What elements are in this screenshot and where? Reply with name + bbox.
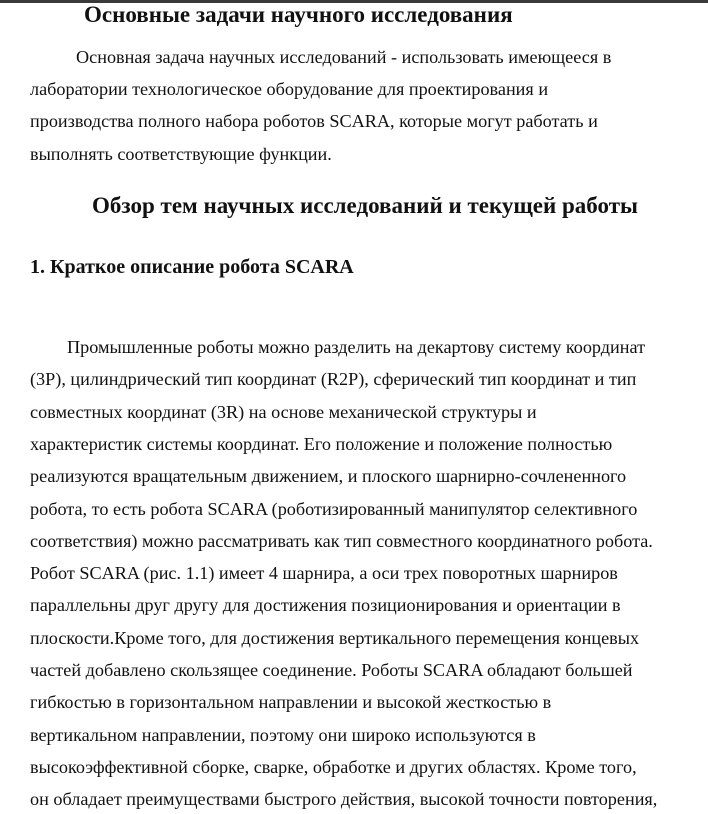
heading-main-tasks: Основные задачи научного исследования xyxy=(84,2,513,27)
text-line: выполнять соответствующие функции. xyxy=(30,143,332,164)
text-line: реализуются вращательным движением, и плоского шарнирно-сочлененного xyxy=(30,466,627,487)
text-line: он обладает преимуществами быстрого действия, высокой точности повторения, xyxy=(30,789,658,810)
heading-section-1: 1. Краткое описание робота SCARA xyxy=(30,256,354,278)
text-line: частей добавлено скользящее соединение. Роботы SCARA обладают большей xyxy=(30,660,633,680)
heading-overview: Обзор тем научных исследований и текущей работы xyxy=(92,193,638,218)
text-line: (3P), цилиндрический тип координат (R2P), сферический тип координат и тип xyxy=(30,369,637,390)
text-line: вертикальном направлении, поэтому они широко используются в xyxy=(30,724,536,745)
text-line: высокоэффективной сборке, сварке, обработке и других областях. Кроме того, xyxy=(30,756,637,777)
text-line: параллельны друг другу для достижения позиционирования и ориентации в xyxy=(30,595,621,616)
text-line: Робот SCARA (рис. 1.1) имеет 4 шарнира, а оси трех поворотных шарниров xyxy=(30,563,618,584)
text-line: производства полного набора роботов SCARA, которые могут работать и xyxy=(30,111,598,132)
text-line: совместных координат (3R) на основе механической структуры и xyxy=(30,401,537,422)
text-line: характеристик системы координат. Его положение и положение полностью xyxy=(30,433,613,454)
text-line: Основная задача научных исследований - использовать имеющееся в xyxy=(76,47,612,67)
text-line: соответствия) можно рассматривать как тип совместного координатного робота. xyxy=(30,530,653,551)
text-line: гибкостью в горизонтальном направлении и высокой жесткостью в xyxy=(30,692,552,713)
text-line: робота, то есть робота SCARA (роботизированный манипулятор селективного xyxy=(30,498,638,519)
text-line: Промышленные роботы можно разделить на декартову систему координат xyxy=(67,337,646,357)
text-line: плоскости.Кроме того, для достижения вертикального перемещения концевых xyxy=(30,627,640,648)
text-line: лаборатории технологическое оборудование для проектирования и xyxy=(30,79,549,100)
